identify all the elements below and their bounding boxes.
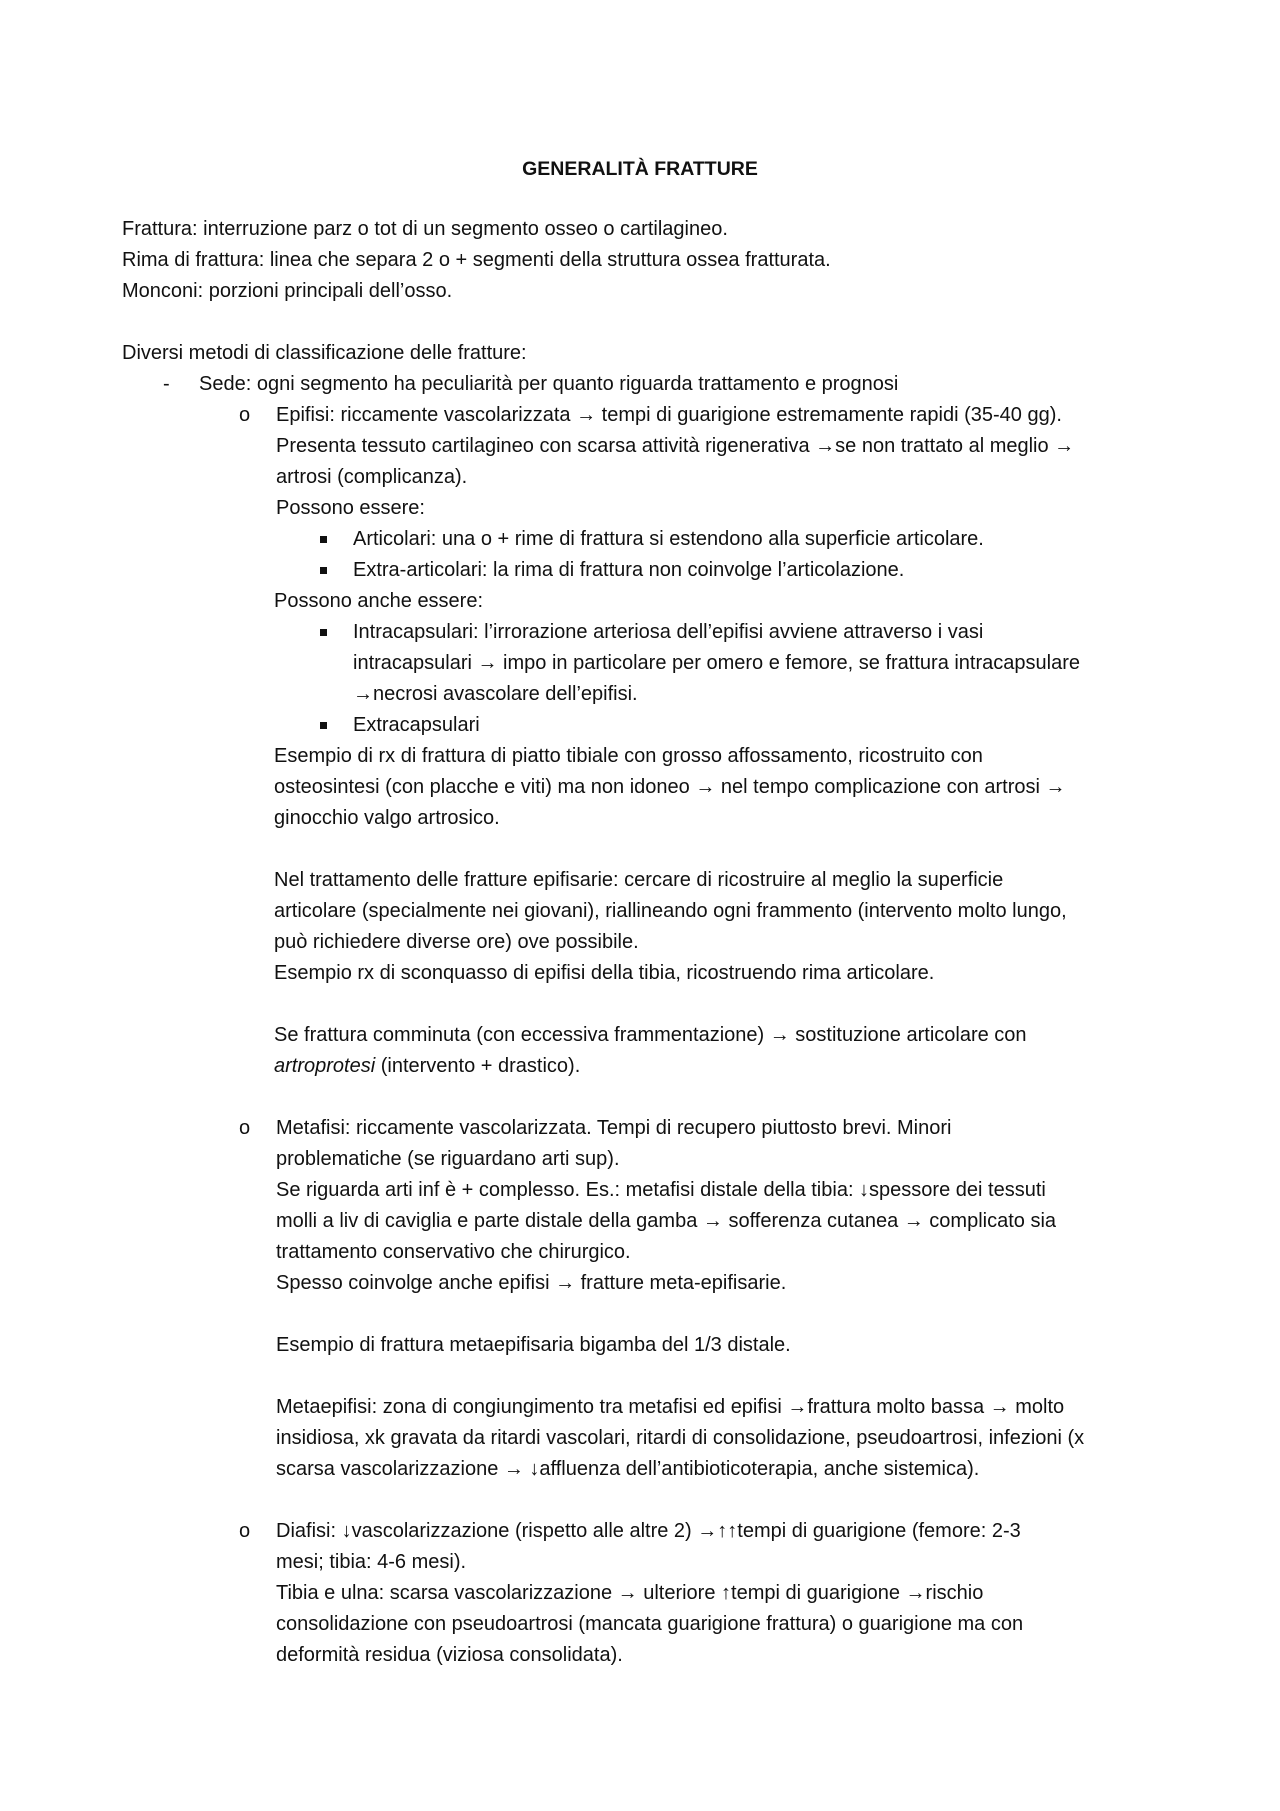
document-title: GENERALITÀ FRATTURE [522, 158, 758, 180]
bullet-intracapsulari-cont: →necrosi avascolare dell’epifisi. [353, 683, 638, 705]
esempio-rx-line: osteosintesi (con placche e viti) ma non idoneo → nel tempo complicazione con artrosi → [274, 776, 1066, 798]
circle-bullet: o [239, 1117, 251, 1139]
bullet-extracapsulari: Extracapsulari [353, 714, 480, 736]
metaepifisi-line: Metaepifisi: zona di congiungimento tra metafisi ed epifisi →frattura molto bassa → molto [276, 1396, 1065, 1418]
metafisi-line: Se riguarda arti inf è + complesso. Es.: metafisi distale della tibia: ↓spessore dei tessuti [276, 1179, 1046, 1201]
bullet-extra-articolari: Extra-articolari: la rima di frattura non coinvolge l’articolazione. [353, 559, 905, 581]
metaepifisi-line: scarsa vascolarizzazione → ↓affluenza dell’antibioticoterapia, anche sistemica). [276, 1458, 980, 1480]
metafisi-line: Spesso coinvolge anche epifisi → fratture meta-epifisarie. [276, 1272, 787, 1294]
comminuta-line: Se frattura comminuta (con eccessiva frammentazione) → sostituzione articolare con [274, 1024, 1027, 1046]
epifisi-line: Epifisi: riccamente vascolarizzata → tempi di guarigione estremamente rapidi (35-40 gg). [276, 404, 1062, 426]
epifisi-line: Possono essere: [276, 497, 425, 519]
metafisi-line: Metafisi: riccamente vascolarizzata. Tempi di recupero piuttosto brevi. Minori [276, 1117, 952, 1139]
diafisi-line: consolidazione con pseudoartrosi (mancata guarigione frattura) o guarigione ma con [276, 1613, 1024, 1635]
trattamento-line: Nel trattamento delle fratture epifisarie: cercare di ricostruire al meglio la superficie [274, 869, 1004, 891]
comminuta-line-2 [274, 1051, 580, 1082]
epifisi-line: artrosi (complicanza). [276, 466, 468, 488]
esempio-rx-line: Esempio di rx di frattura di piatto tibiale con grosso affossamento, ricostruito con [274, 745, 983, 767]
definition-rima: Rima di frattura: linea che separa 2 o + segmenti della struttura ossea fratturata. [122, 249, 831, 271]
diafisi-line: Diafisi: ↓vascolarizzazione (rispetto alle altre 2) →↑↑tempi di guarigione (femore: 2-3 [276, 1520, 1021, 1542]
metafisi-line: problematiche (se riguardano arti sup). [276, 1148, 620, 1170]
metafisi-line: molli a liv di caviglia e parte distale della gamba → sofferenza cutanea → complicato sia [276, 1210, 1057, 1232]
dash-bullet: - [163, 373, 170, 395]
trattamento-line: articolare (specialmente nei giovani), riallineando ogni frammento (intervento molto lungo, [274, 900, 1067, 922]
square-bullet [320, 567, 327, 574]
diafisi-line: mesi; tibia: 4-6 mesi). [276, 1551, 467, 1573]
esempio-rx-line: ginocchio valgo artrosico. [274, 807, 500, 829]
square-bullet [320, 536, 327, 543]
square-bullet [320, 629, 327, 636]
circle-bullet: o [239, 1520, 251, 1542]
epifisi-line: Presenta tessuto cartilagineo con scarsa attività rigenerativa →se non trattato al meglio → [276, 435, 1075, 457]
trattamento-line: Esempio rx di sconquasso di epifisi della tibia, ricostruendo rima articolare. [274, 962, 935, 984]
metafisi-line: trattamento conservativo che chirurgico. [276, 1241, 631, 1263]
metaepifisi-line: insidiosa, xk gravata da ritardi vascolari, ritardi di consolidazione, pseudoartrosi, infezioni (x [276, 1427, 1085, 1449]
square-bullet [320, 722, 327, 729]
diafisi-line: Tibia e ulna: scarsa vascolarizzazione → ulteriore ↑tempi di guarigione →rischio [276, 1582, 984, 1604]
comminuta-rest: (intervento + drastico). [375, 1055, 581, 1077]
definition-monconi: Monconi: porzioni principali dell’osso. [122, 280, 453, 302]
possono-anche-label: Possono anche essere: [274, 590, 484, 612]
bullet-articolari: Articolari: una o + rime di frattura si estendono alla superficie articolare. [353, 528, 984, 550]
circle-bullet: o [239, 404, 251, 426]
bullet-intracapsulari-cont: intracapsulari → impo in particolare per omero e femore, se frattura intracapsulare [353, 652, 1080, 674]
diafisi-line: deformità residua (viziosa consolidata). [276, 1644, 623, 1666]
metafisi-esempio: Esempio di frattura metaepifisaria bigamba del 1/3 distale. [276, 1334, 791, 1356]
classification-intro: Diversi metodi di classificazione delle fratture: [122, 342, 527, 364]
artroprotesi-italic: artroprotesi [274, 1055, 376, 1077]
sede-label: Sede: ogni segmento ha peculiarità per quanto riguarda trattamento e prognosi [199, 373, 899, 395]
bullet-intracapsulari: Intracapsulari: l’irrorazione arteriosa dell’epifisi avviene attraverso i vasi [353, 621, 984, 643]
definition-frattura: Frattura: interruzione parz o tot di un segmento osseo o cartilagineo. [122, 218, 728, 240]
trattamento-line: può richiedere diverse ore) ove possibile. [274, 931, 639, 953]
